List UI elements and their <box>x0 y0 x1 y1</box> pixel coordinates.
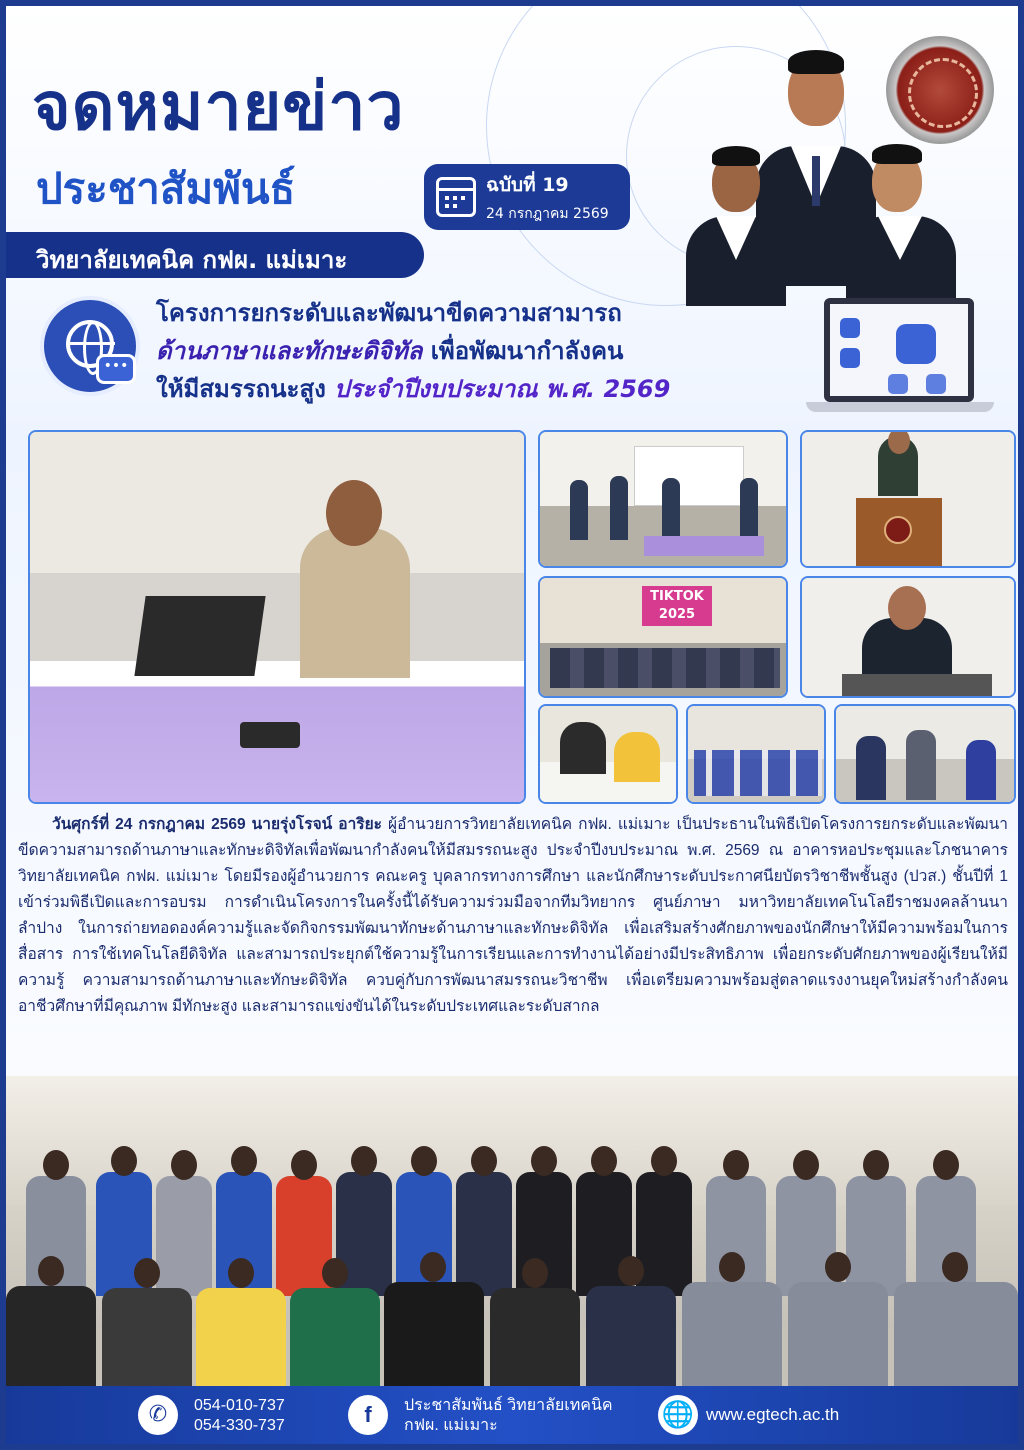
newsletter-subtitle: ประชาสัมพันธ์ <box>36 164 296 213</box>
tiktok-sign <box>642 586 712 626</box>
photo-instructor-mic <box>800 576 1016 698</box>
issue-number: ฉบับที่ 19 <box>486 173 569 196</box>
phone-number-1[interactable]: 054-010-737 <box>194 1397 285 1414</box>
article-body <box>18 812 1008 1020</box>
phone-icon: ✆ <box>138 1395 178 1435</box>
program-highlight-year: ประจำปีงบประมาณ พ.ศ. 2569 <box>334 375 671 403</box>
footer-contact-bar <box>6 1386 1018 1444</box>
phone-numbers <box>194 1396 285 1436</box>
newsletter-title: จดหมายข่าว <box>32 68 405 145</box>
app-icon <box>926 374 946 394</box>
program-title-line2 <box>156 332 716 370</box>
photo-students-game <box>834 704 1016 804</box>
article-text: ผู้อำนวยการวิทยาลัยเทคนิค กฟผ. แม่เมาะ เป็นประธานในพิธีเปิดโครงการยกระดับและพัฒนาขีดความสามารถด้านภาษาและทักษะดิจิทัลเพื่อพัฒนากำลังคนให้มีสมรรถนะสูง ประจำปีงบประมาณ พ.ศ. 2569 ณ อาคารหอประชุมและโภชนาคาร วิทยาลัยเทคนิค กฟผ. แม่เมาะ โดยมีรองผู้อำนวยการ คณะครู บุคลากรทางการศึกษา และนักศึกษาระดับประกาศนียบัตรวิชาชีพชั้นสูง (ปวส.) ชั้นปีที่ 1 เข้าร่วมพิธีเปิดและการอบรม การดำเนินโครงการในครั้งนี้ได้รับความร่วมมือจากทีมวิทยากร ศูนย์ภาษา มหาวิทยาลัยเทคโนโลยีราชมงคลล้านนา ลำปาง ในการถ่ายทอดองค์ความรู้และจัดกิจกรรมพัฒนาทักษะด้านภาษาและทักษะดิจิทัล เพื่อเสริมสร้างศักยภาพของนักศึกษาให้มีความพร้อมในการสื่อสาร การใช้เทคโนโลยีดิจิทัล และสามารถประยุกต์ใช้ความรู้ในการเรียนและการทำงานได้อย่างมีประสิทธิภาพ เพื่อยกระดับศักยภาพของผู้เรียนให้มีความรู้ ความสามารถด้านภาษาและทักษะดิจิทัล ควบคู่กับการพัฒนาสมรรถนะวิชาชีพ เพื่อเตรียมความพร้อมสู่ตลาดแรงงานยุคใหม่สร้างกำลังคนอาชีวศึกษาที่มีคุณภาพ มีทักษะสูง และสามารถแข่งขันได้ในระดับประเทศและระดับสากล <box>18 816 1008 1015</box>
program-title-line1: โครงการยกระดับและพัฒนาขีดความสามารถ <box>156 299 622 327</box>
tiktok-sign-line1: TIKTOK <box>650 589 704 604</box>
program-globe-icon <box>40 296 140 396</box>
photo-speakers-stage <box>538 430 788 568</box>
program-highlight-digital: ด้านภาษาและทักษะดิจิทัล <box>156 337 423 365</box>
executive-photo <box>666 26 966 286</box>
group-photo <box>6 1076 1018 1388</box>
phone-number-2[interactable]: 054-330-737 <box>194 1417 285 1434</box>
photo-tiktok-workshop <box>538 576 788 698</box>
article-lead: วันศุกร์ที่ 24 กรกฎาคม 2569 นายรุ่งโรจน์ อาริยะ <box>52 816 383 833</box>
chat-icon: ••• <box>96 354 136 384</box>
facebook-icon: f <box>348 1395 388 1435</box>
laptop-base <box>806 402 994 412</box>
facebook-page-line1: ประชาสัมพันธ์ วิทยาลัยเทคนิค <box>404 1397 613 1414</box>
app-icon <box>896 324 936 364</box>
program-title-line3-start: ให้มีสมรรถนะสูง <box>156 375 335 403</box>
photo-students-writing <box>538 704 678 804</box>
app-icon <box>840 348 860 368</box>
laptop-illustration <box>824 298 974 402</box>
photo-speaker-podium <box>800 430 1016 568</box>
photo-group-activity <box>686 704 826 804</box>
issue-badge <box>424 164 630 230</box>
issue-date: 24 กรกฎาคม 2569 <box>486 205 609 222</box>
globe-icon: 🌐 <box>658 1395 698 1435</box>
college-name: วิทยาลัยเทคนิค กฟผ. แม่เมาะ <box>6 232 424 278</box>
website-link[interactable]: www.egtech.ac.th <box>706 1405 840 1424</box>
app-icon <box>840 318 860 338</box>
program-title-line3 <box>156 370 716 408</box>
program-title <box>156 294 716 408</box>
app-icon <box>888 374 908 394</box>
facebook-page[interactable] <box>404 1396 613 1436</box>
newsletter-page <box>6 6 1018 1444</box>
photo-director-speech <box>28 430 526 804</box>
tiktok-sign-line2: 2025 <box>658 607 696 622</box>
calendar-icon <box>436 177 476 217</box>
facebook-page-line2: กฟผ. แม่เมาะ <box>404 1417 498 1434</box>
program-title-line2-rest: เพื่อพัฒนากำลังคน <box>422 337 624 365</box>
